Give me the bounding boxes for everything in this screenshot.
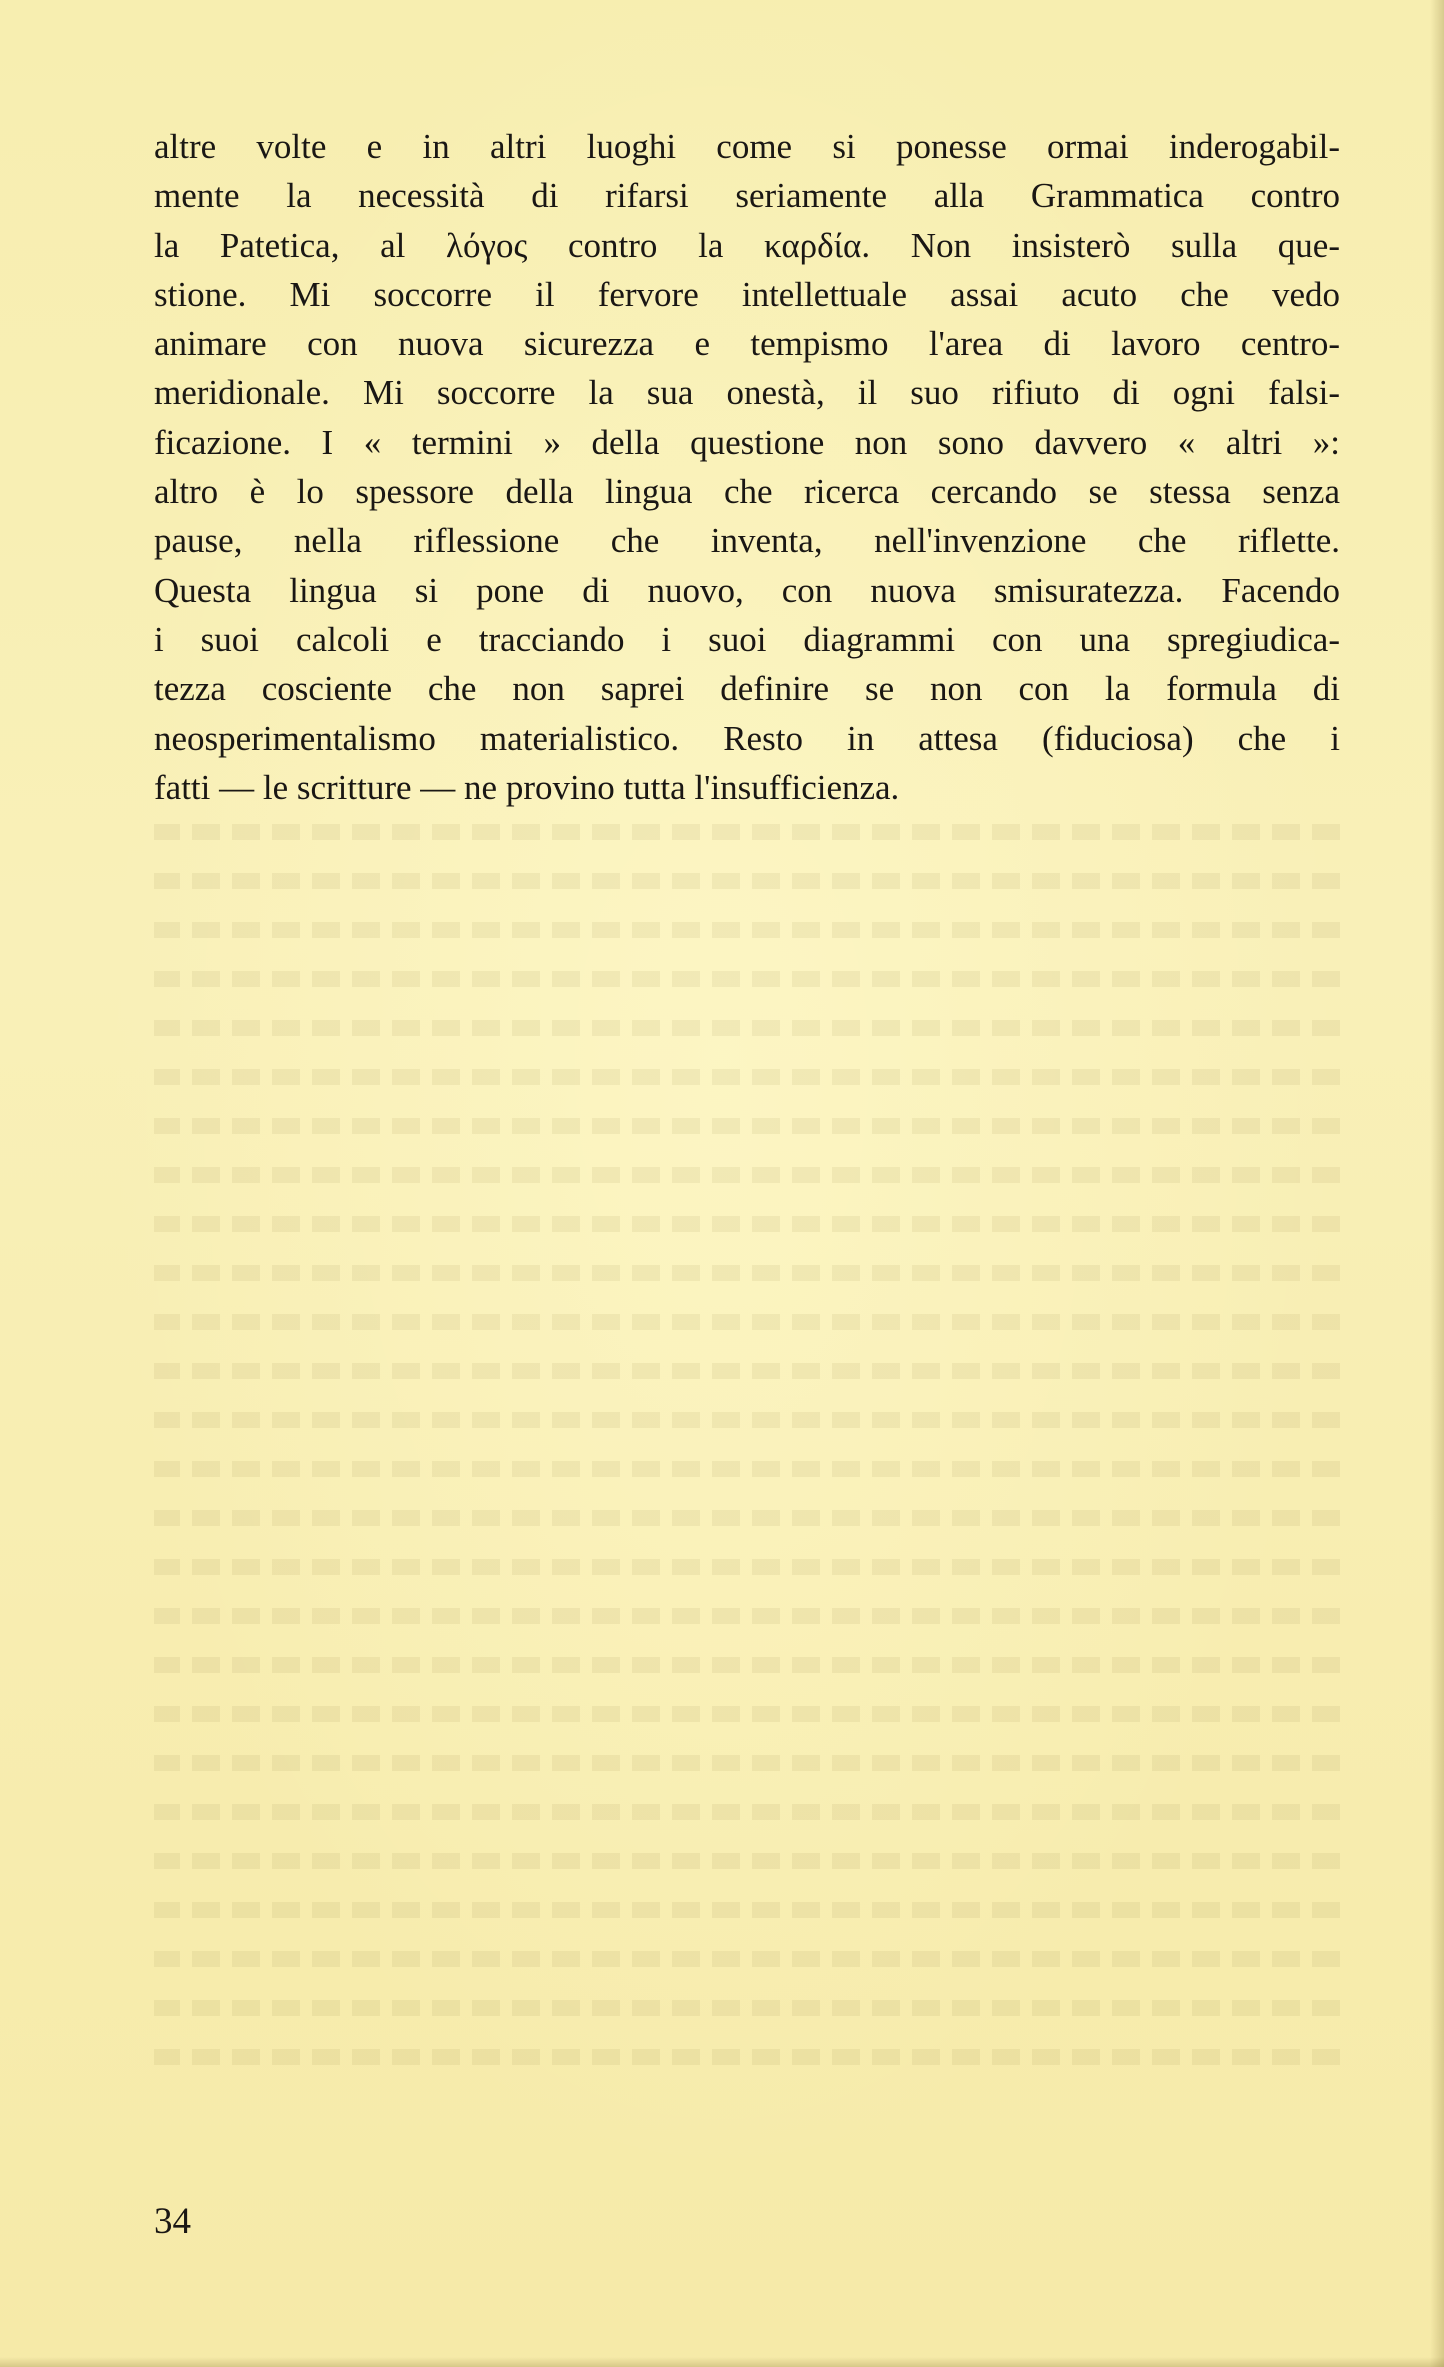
page-edge-shadow-right [1430,0,1444,2367]
text-line: ficazione. I « termini » della questione non sono davvero « altri »: [154,422,1340,462]
page-number: 34 [154,2201,191,2242]
text-line: neosperimentalismo materialistico. Resto in attesa (fiduciosa) che i [154,718,1340,758]
text-line: altre volte e in altri luoghi come si ponesse ormai inderogabil- [154,127,1340,166]
bleed-through-texture [154,810,1340,2150]
text-line: mente la necessità di rifarsi seriamente alla Grammatica contro [154,176,1340,216]
body-paragraph [154,122,1340,812]
text-line: i suoi calcoli e tracciando i suoi diagrammi con una spregiudica- [154,619,1340,659]
text-line: meridionale. Mi soccorre la sua onestà, il suo rifiuto di ogni falsi- [154,373,1340,413]
text-line: pause, nella riflessione che inventa, nell'invenzione che riflette. [154,521,1340,561]
text-line: tezza cosciente che non saprei definire se non con la formula di [154,669,1340,709]
page-edge-shadow-bottom [0,2357,1444,2367]
text-line: stione. Mi soccorre il fervore intellettuale assai acuto che vedo [154,274,1340,314]
text-line: la Patetica, al λόγος contro la καρδία. Non insisterò sulla que- [154,225,1340,265]
text-line: animare con nuova sicurezza e tempismo l'area di lavoro centro- [154,324,1340,364]
text-line: altro è lo spessore della lingua che ricerca cercando se stessa senza [154,472,1340,512]
text-line-last: fatti — le scritture — ne provino tutta l'insufficienza. [154,767,900,807]
text-line: Questa lingua si pone di nuovo, con nuova smisuratezza. Facendo [154,570,1340,610]
